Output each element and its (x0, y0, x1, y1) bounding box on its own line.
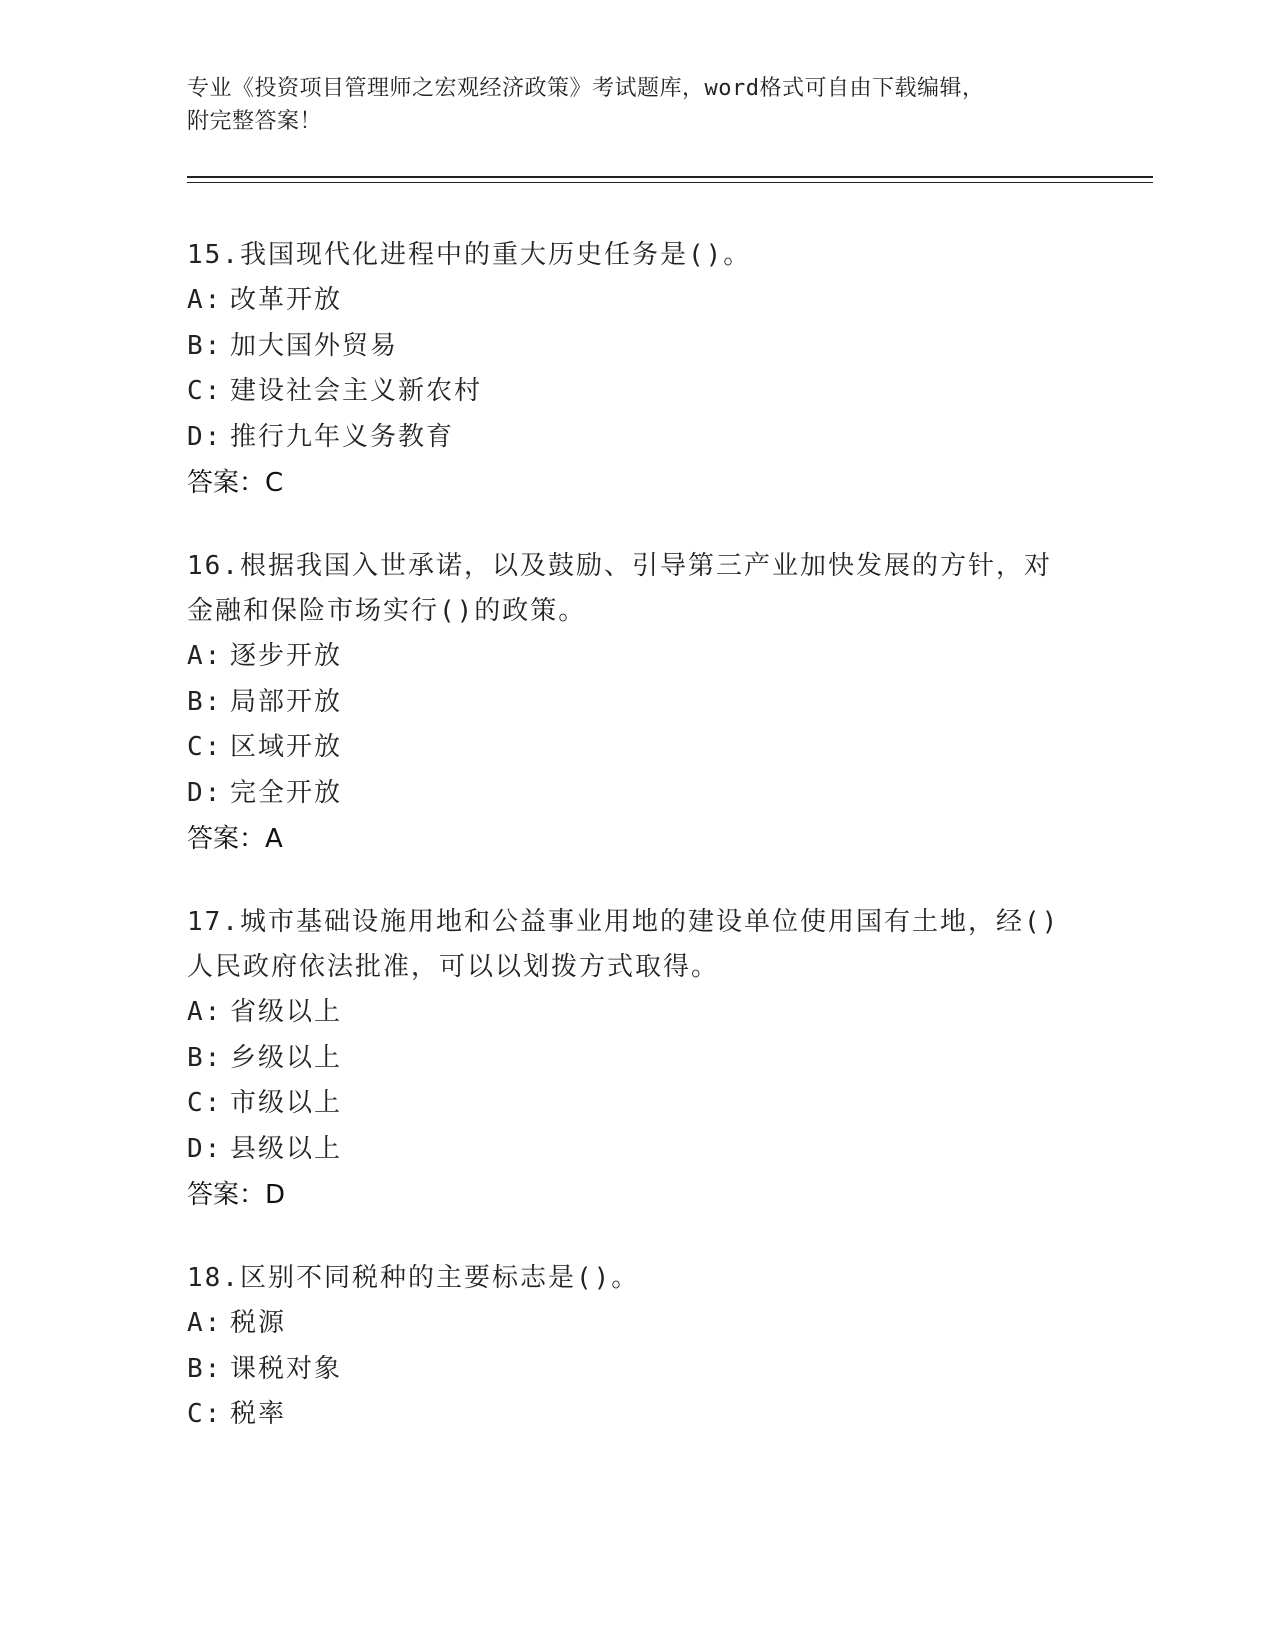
question-16 (187, 544, 1087, 862)
option-text: 乡级以上 (230, 1042, 343, 1073)
stem-line: 人民政府依法批准，可以以划拨方式取得。 (187, 952, 720, 982)
option-letter: A: (187, 641, 223, 671)
option-text: 逐步开放 (230, 641, 343, 671)
question-stem (187, 1256, 1087, 1301)
option-text: 课税对象 (230, 1353, 343, 1384)
option-letter: D: (187, 1133, 223, 1164)
question-18 (187, 1256, 1087, 1438)
header-line-2: 附完整答案！ (187, 109, 323, 134)
option-c (187, 1081, 1087, 1127)
option-letter: A: (187, 1308, 223, 1338)
option-b (187, 680, 1087, 726)
option-letter: C: (187, 376, 223, 406)
document-header (187, 72, 1067, 138)
answer-line: 答案：C (187, 468, 284, 498)
option-b (187, 1347, 1087, 1393)
option-d (187, 415, 1087, 461)
option-text: 建设社会主义新农村 (230, 376, 483, 406)
option-letter: D: (187, 421, 223, 452)
stem-line: 16.根据我国入世承诺，以及鼓励、引导第三产业加快发展的方针，对 (187, 551, 1052, 581)
option-letter: D: (187, 777, 223, 808)
option-a (187, 990, 1087, 1036)
option-text: 税率 (230, 1399, 287, 1429)
question-list (187, 233, 1087, 1476)
option-letter: B: (187, 330, 223, 361)
option-a (187, 278, 1087, 324)
header-divider-thin (187, 182, 1153, 183)
header-divider-thick (187, 176, 1153, 178)
header-line-1: 专业《投资项目管理师之宏观经济政策》考试题库，word格式可自由下载编辑， (187, 76, 985, 101)
option-a (187, 634, 1087, 680)
option-letter: A: (187, 997, 223, 1027)
stem-line: 17.城市基础设施用地和公益事业用地的建设单位使用国有土地，经() (187, 907, 1060, 937)
option-text: 改革开放 (230, 285, 343, 315)
stem-line: 18.区别不同税种的主要标志是()。 (187, 1263, 640, 1293)
option-text: 市级以上 (230, 1088, 343, 1118)
option-letter: A: (187, 285, 223, 315)
option-text: 县级以上 (230, 1133, 343, 1164)
option-letter: C: (187, 732, 223, 762)
option-text: 税源 (230, 1308, 287, 1338)
option-text: 局部开放 (230, 686, 343, 717)
option-letter: B: (187, 686, 223, 717)
answer-line: 答案：D (187, 1180, 286, 1210)
option-d (187, 1127, 1087, 1173)
option-text: 省级以上 (230, 997, 343, 1027)
option-a (187, 1301, 1087, 1347)
option-b (187, 324, 1087, 370)
stem-line: 金融和保险市场实行()的政策。 (187, 596, 587, 626)
option-text: 完全开放 (230, 777, 343, 808)
option-text: 区域开放 (230, 732, 343, 762)
answer-line: 答案：A (187, 824, 283, 854)
option-d (187, 771, 1087, 817)
option-c (187, 369, 1087, 415)
question-stem (187, 233, 1087, 278)
question-17 (187, 900, 1087, 1218)
option-letter: C: (187, 1088, 223, 1118)
question-stem (187, 544, 1087, 634)
question-stem (187, 900, 1087, 990)
option-c (187, 1392, 1087, 1438)
option-text: 推行九年义务教育 (230, 421, 455, 452)
option-letter: B: (187, 1042, 223, 1073)
option-c (187, 725, 1087, 771)
stem-line: 15.我国现代化进程中的重大历史任务是()。 (187, 240, 752, 270)
option-letter: B: (187, 1353, 223, 1384)
option-letter: C: (187, 1399, 223, 1429)
question-15 (187, 233, 1087, 506)
option-b (187, 1036, 1087, 1082)
option-text: 加大国外贸易 (230, 330, 399, 361)
